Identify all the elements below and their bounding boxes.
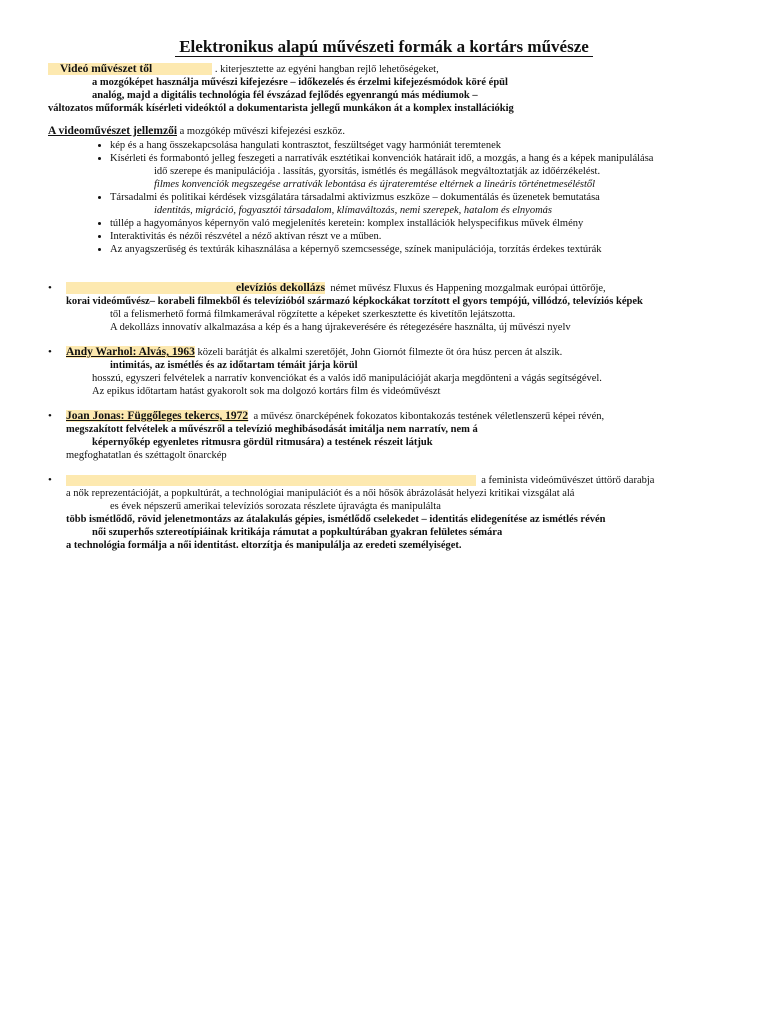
- work-title: elevíziós dekollázs: [66, 282, 325, 294]
- features-heading: A videoművészet jellemzői: [48, 125, 178, 137]
- intro-line: a mozgóképet használja művészi kifejezésre – időkezelés és érzelmi kifejezésmódok köré épül: [92, 77, 508, 88]
- work-line: a művész önarcképének fokozatos kibontakozás testének véletlenszerű képei révén,: [253, 411, 605, 422]
- work-line: közeli barátját és alkalmi szeretőjét, John Giornót filmezte öt óra húsz percen át alszik.: [197, 347, 563, 358]
- features-heading-rest: a mozgókép művészi kifejezési eszköz.: [179, 126, 345, 137]
- work-line: megszakított felvételek a művészről a televízió meghibásodását imitálja nem narratív, nem á: [66, 424, 478, 435]
- work-line: korai videóművész– korabeli filmekből és televízióból származó képkockákat torzított el gyors tempójú, villódzó, televíziós képek: [66, 296, 643, 307]
- work-title: Joan Jonas: Függőleges tekercs, 1972: [66, 410, 249, 422]
- work-line: től a felismerhető formá filmkamerával rögzítette a képeket szerkesztette és kivetítőn lejátszotta.: [110, 309, 516, 320]
- work-line: női szuperhős sztereotípiáinak kritikája rámutat a popkultúrában gyakran felületes sémára: [92, 527, 503, 538]
- intro-heading: Videó művészet től: [48, 63, 212, 75]
- work-line: német művész Fluxus és Happening mozgalmak európai úttörője,: [330, 283, 606, 294]
- features-section: [48, 125, 720, 256]
- work-line: A dekollázs innovatív alkalmazása a kép és a hang újrakeverésére és rétegezésére használta, új művészi nyelv: [110, 322, 571, 333]
- work-line: képernyőkép egyenletes ritmusra gördül ritmusára) a testének részeit látjuk: [92, 437, 433, 448]
- work-line: a nők reprezentációját, a popkultúrát, a technológiai manipulációt és a női hősök ábrázolását helyezi kritikai vizsgálat alá: [66, 488, 575, 499]
- work-line: több ismétlődő, rövid jelenetmontázs az átalakulás gépies, ismétlődő cselekedet – identitás elidegenítése az ismétlés révén: [66, 514, 606, 525]
- work-title-highlight: [66, 475, 476, 486]
- work-item: [48, 282, 720, 334]
- list-item: • Kísérleti és formabontó jelleg feszegeti a narratívák esztétikai konvenciók határait idő, a mozgás, a hang és a képek manipulálása: [110, 152, 720, 165]
- intro-section: [48, 63, 720, 115]
- intro-line: változatos műformák kísérleti videóktól a dokumentarista jellegű munkákon át a komplex installációkig: [48, 103, 514, 114]
- work-item: [48, 346, 720, 398]
- list-item-continuation: filmes konvenciók megszegése arratívák lebontása és újrateremtése eltérnek a lineáris történetmeséléstől: [154, 179, 596, 190]
- list-item: • kép és a hang összekapcsolása hangulati kontrasztot, feszültséget vagy harmóniát teremtenek: [110, 139, 720, 152]
- page-title: Elektronikus alapú művészeti formák a kortárs művésze: [48, 40, 720, 53]
- work-item: [48, 474, 720, 552]
- work-line: es évek népszerű amerikai televíziós sorozata részlete újravágta és manipulálta: [110, 501, 441, 512]
- list-item: • Interaktivitás és nézői részvétel a néző aktívan részt ve a műben.: [110, 230, 720, 243]
- list-item: • Az anyagszerűség és textúrák kihasználása a képernyő szemcsessége, színek manipulációja, torzítás érdekes textúrák: [110, 243, 720, 256]
- list-item: • Társadalmi és politikai kérdések vizsgálatára társadalmi aktivizmus eszköze – dokumentálás és üzenetek bemutatása: [110, 191, 720, 204]
- intro-line: analóg, majd a digitális technológia fél évszázad fejlődés egyenrangú más médiumok –: [92, 90, 478, 101]
- list-item: • túllép a hagyományos képernyőn való megjelenítés keretein: komplex installációk helyspecifikus művek élmény: [110, 217, 720, 230]
- list-item-continuation: identitás, migráció, fogyasztói társadalom, klímaváltozás, nemi szerepek, hatalom és elnyomás: [154, 205, 552, 216]
- work-item: [48, 410, 720, 462]
- work-line: a technológia formálja a női identitást. eltorzítja és manipulálja az eredeti személyiséget.: [66, 540, 462, 551]
- work-title: Andy Warhol: Alvás, 1963: [66, 346, 195, 358]
- work-line: intimitás, az ismétlés és az időtartam témáit járja körül: [110, 360, 358, 371]
- work-line: Az epikus időtartam hatást gyakorolt sok ma dolgozó kortárs film és videóművészt: [92, 386, 441, 397]
- intro-line: . kiterjesztette az egyéni hangban rejlő lehetőségeket,: [214, 64, 439, 75]
- work-line: hosszú, egyszeri felvételek a narratív konvenciókat és a valós idő manipulációját akarja megdönteni a vágás segítségével.: [92, 373, 602, 384]
- features-list: [48, 139, 720, 256]
- work-line: megfoghatatlan és széttagolt önarckép: [66, 450, 227, 461]
- list-item-continuation: idő szerepe és manipulációja . lassítás, gyorsítás, ismétlés és megállások megváltoztatják az időérzékelést.: [154, 166, 601, 177]
- work-line: a feminista videóművészet úttörő darabja: [481, 475, 655, 486]
